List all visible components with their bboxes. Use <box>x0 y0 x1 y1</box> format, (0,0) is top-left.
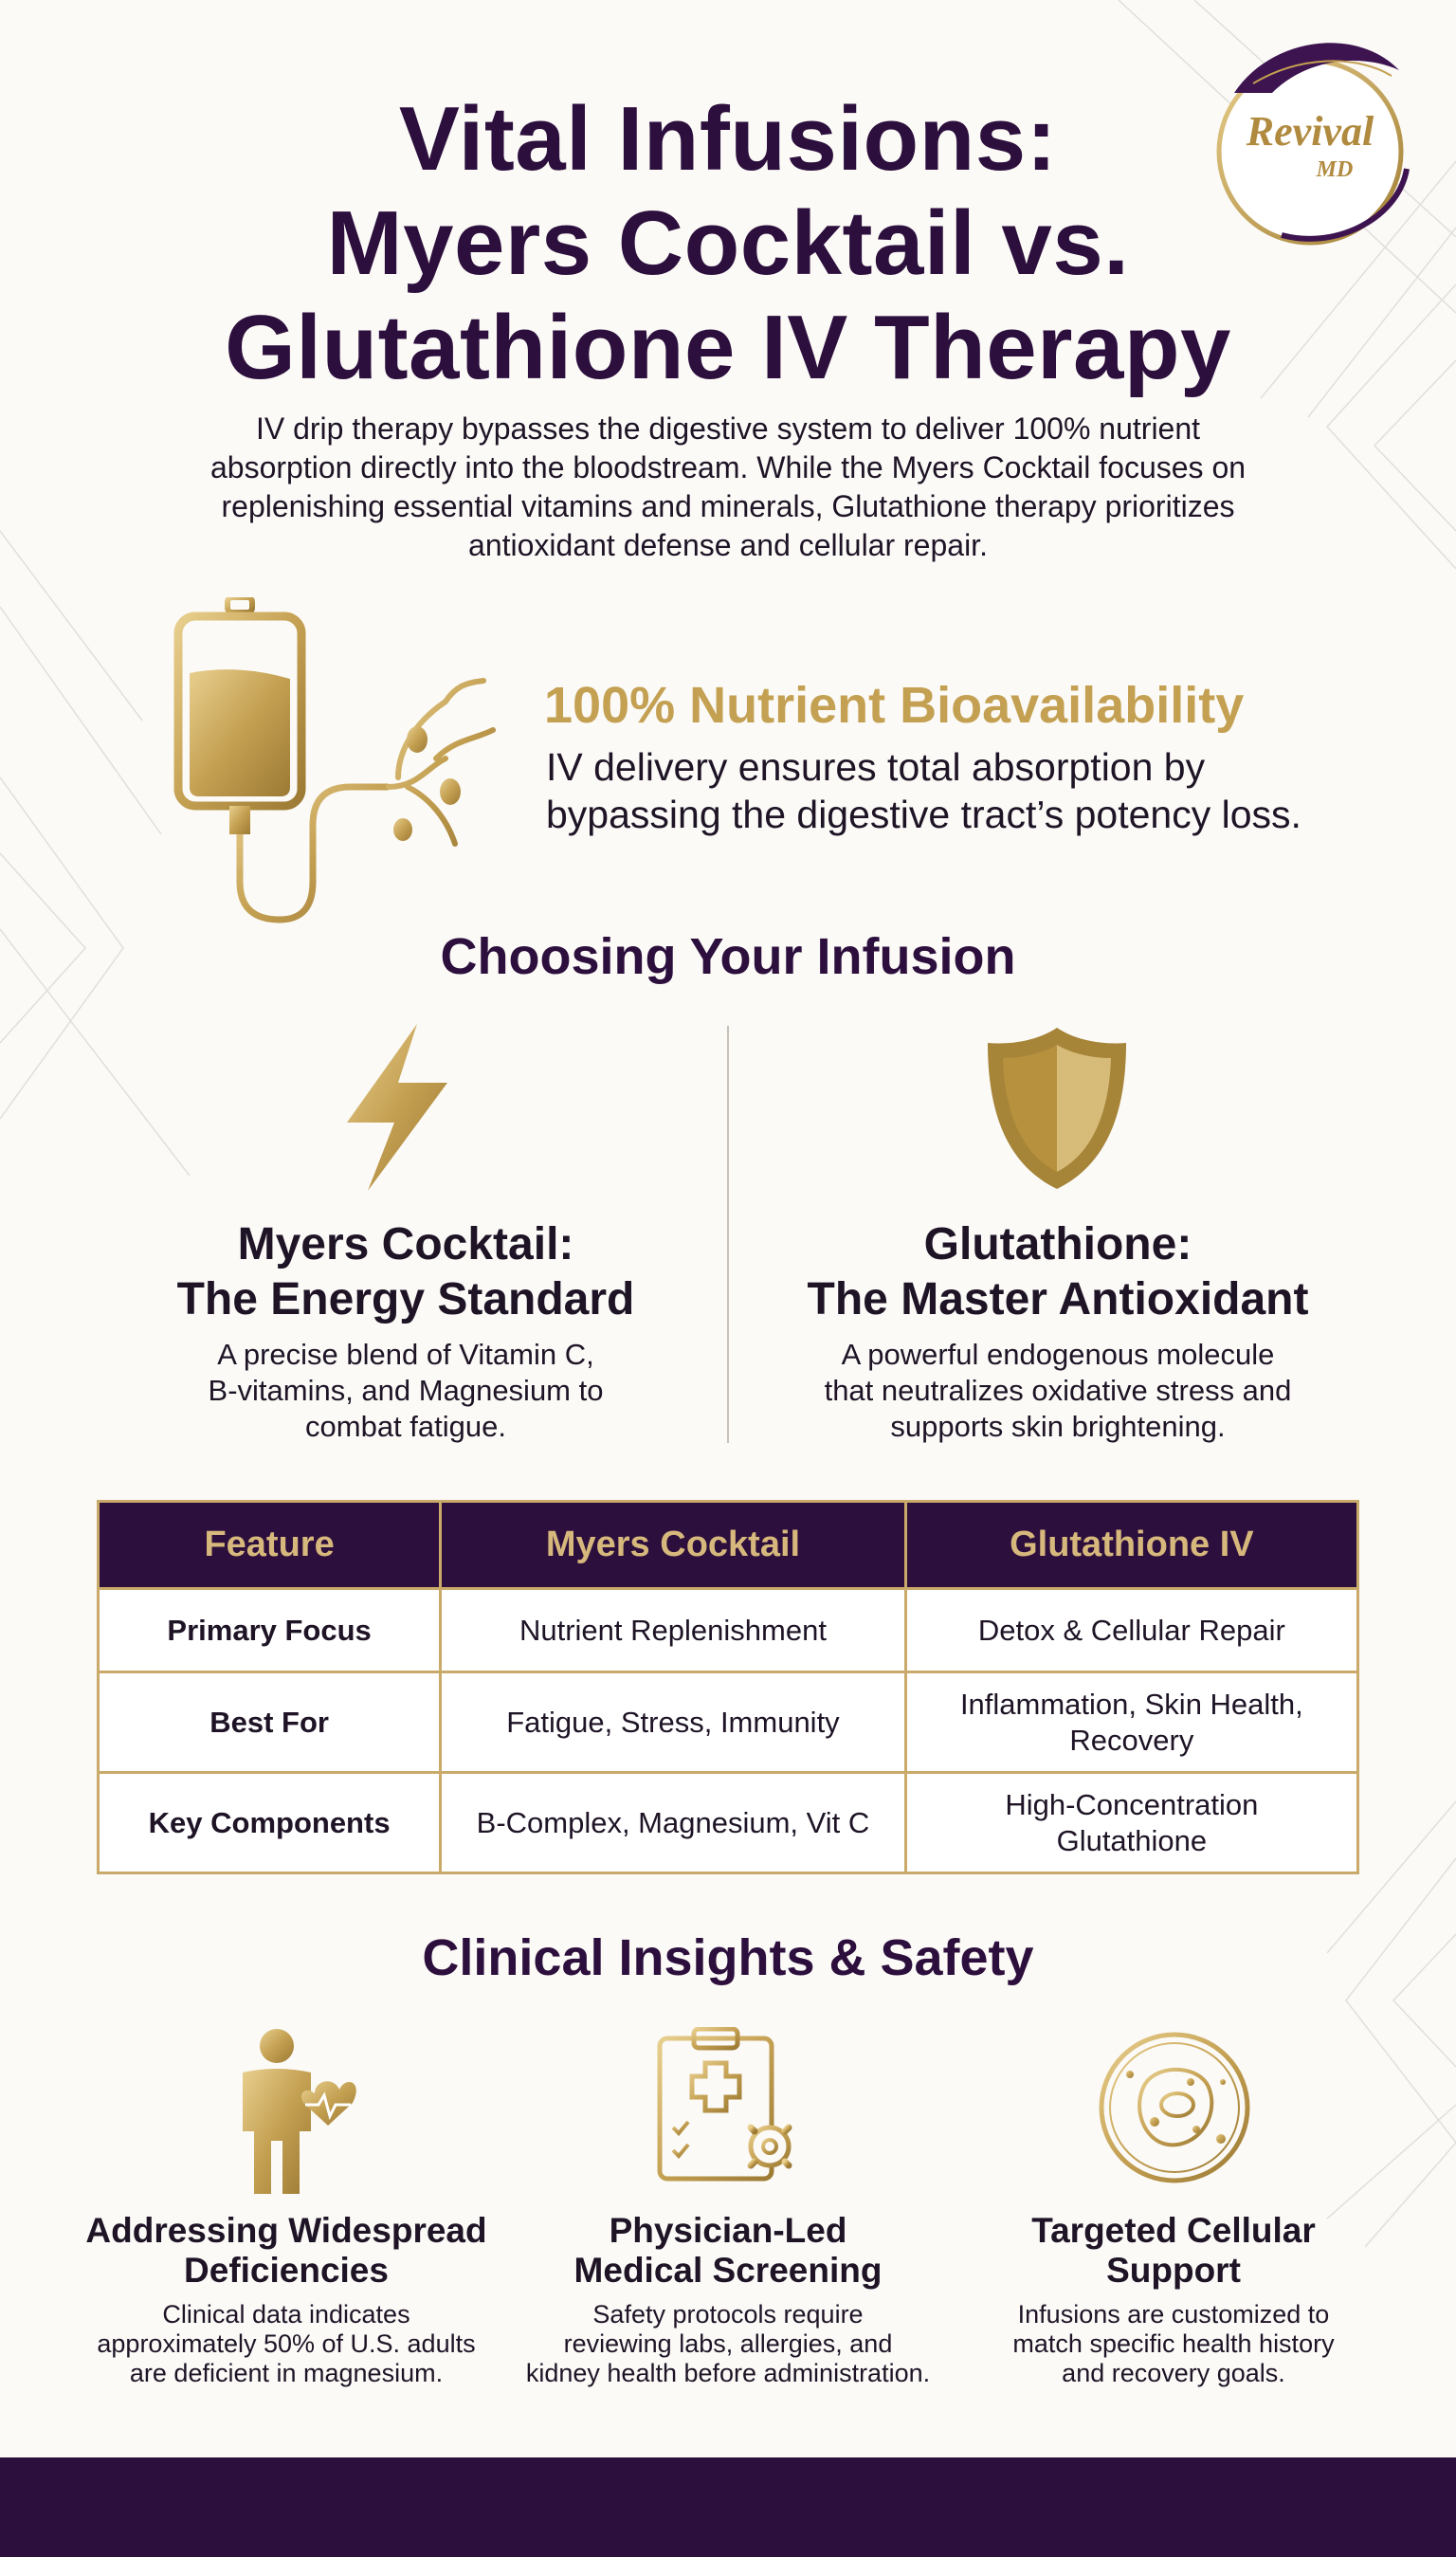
table-header-cell: Glutathione IV <box>905 1502 1357 1589</box>
text-line: match specific health history <box>1012 2329 1335 2358</box>
bioavailability-line: IV delivery ensures total absorption by <box>546 745 1206 789</box>
text-line: Clinical data indicates <box>162 2300 410 2329</box>
text-line: Infusions are customized to <box>1017 2300 1330 2329</box>
title-line: Deficiencies <box>184 2251 389 2290</box>
title-line: Addressing Widespread <box>85 2211 487 2250</box>
clipboard-gear-icon <box>656 2027 808 2188</box>
table-row <box>99 1672 1358 1773</box>
table-cell: Detox & Cellular Repair <box>905 1589 1357 1672</box>
title-line: Physician-Led <box>609 2211 847 2250</box>
table-header-cell: Myers Cocktail <box>441 1502 906 1589</box>
table-cell-feature: Best For <box>99 1672 441 1773</box>
description-line: A precise blend of Vitamin C, <box>217 1338 594 1371</box>
table-header-cell: Feature <box>99 1502 441 1589</box>
title-line: Myers Cocktail: <box>237 1219 574 1269</box>
title-line: Support <box>1106 2251 1241 2290</box>
deficiencies-title <box>59 2211 514 2291</box>
table-header-row <box>99 1502 1358 1589</box>
lightning-bolt-icon <box>339 1024 453 1191</box>
footer-bar <box>0 2457 1456 2557</box>
description-line: A powerful endogenous molecule <box>841 1338 1275 1371</box>
intro-line: IV drip therapy bypasses the digestive system to deliver 100% nutrient <box>255 411 1201 446</box>
column-divider <box>727 1026 729 1443</box>
description-line: B-vitamins, and Magnesium to <box>208 1374 604 1407</box>
person-heart-icon <box>224 2027 366 2198</box>
table-cell: Fatigue, Stress, Immunity <box>441 1672 906 1773</box>
table-cell: B-Complex, Magnesium, Vit C <box>441 1773 906 1873</box>
page-title <box>123 87 1333 400</box>
title-line: The Energy Standard <box>176 1274 635 1324</box>
intro-line: absorption directly into the bloodstream. While the Myers Cocktail focuses on <box>209 450 1247 484</box>
description-line: supports skin brightening. <box>890 1410 1226 1443</box>
text-line: approximately 50% of U.S. adults <box>97 2329 476 2358</box>
glutathione-title <box>745 1217 1371 1327</box>
text-line: Safety protocols require <box>592 2300 864 2329</box>
description-line: that neutralizes oxidative stress and <box>824 1374 1292 1407</box>
logo-text: Revival <box>1246 108 1374 155</box>
table-cell: High-Concentration Glutathione <box>905 1773 1357 1873</box>
cellular-support-title <box>946 2211 1401 2291</box>
myers-cocktail-title <box>93 1217 719 1327</box>
title-line: The Master Antioxidant <box>807 1274 1309 1324</box>
title-line: Glutathione: <box>923 1219 1192 1269</box>
comparison-table <box>97 1500 1359 1874</box>
intro-line: antioxidant defense and cellular repair. <box>468 528 988 562</box>
table-row <box>99 1773 1358 1873</box>
myers-cocktail-description <box>121 1337 690 1445</box>
text-line: kidney health before administration. <box>525 2359 931 2387</box>
shield-icon <box>982 1024 1132 1193</box>
intro-paragraph <box>142 410 1314 565</box>
intro-line: replenishing essential vitamins and minerals, Glutathione therapy prioritizes <box>221 489 1235 523</box>
table-cell: Nutrient Replenishment <box>441 1589 906 1672</box>
title-line: Medical Screening <box>573 2251 883 2290</box>
title-line: Vital Infusions: <box>398 88 1058 190</box>
screening-text <box>491 2300 965 2388</box>
table-cell: Inflammation, Skin Health, Recovery <box>905 1672 1357 1773</box>
section-heading-clinical: Clinical Insights & Safety <box>422 1929 1034 1986</box>
cellular-support-text <box>937 2300 1410 2388</box>
table-cell-feature: Key Components <box>99 1773 441 1873</box>
table-cell-feature: Primary Focus <box>99 1589 441 1672</box>
deficiencies-text <box>49 2300 523 2388</box>
bioavailability-line: bypassing the digestive tract’s potency loss. <box>546 793 1301 836</box>
bioavailability-title: 100% Nutrient Bioavailability <box>544 677 1245 734</box>
iv-bag-icon <box>161 597 502 929</box>
text-line: reviewing labs, allergies, and <box>563 2329 893 2358</box>
title-line: Glutathione IV Therapy <box>225 297 1231 398</box>
table-row <box>99 1589 1358 1672</box>
title-line: Myers Cocktail vs. <box>326 192 1130 294</box>
title-line: Targeted Cellular <box>1031 2211 1316 2250</box>
bioavailability-text <box>546 743 1380 838</box>
description-line: combat fatigue. <box>305 1410 506 1443</box>
cell-icon <box>1098 2031 1251 2184</box>
screening-title <box>500 2211 956 2291</box>
text-line: and recovery goals. <box>1062 2359 1285 2387</box>
text-line: are deficient in magnesium. <box>129 2359 444 2387</box>
glutathione-description <box>774 1337 1342 1445</box>
logo-subtext: MD <box>1316 157 1354 182</box>
section-heading-choosing: Choosing Your Infusion <box>440 928 1016 985</box>
